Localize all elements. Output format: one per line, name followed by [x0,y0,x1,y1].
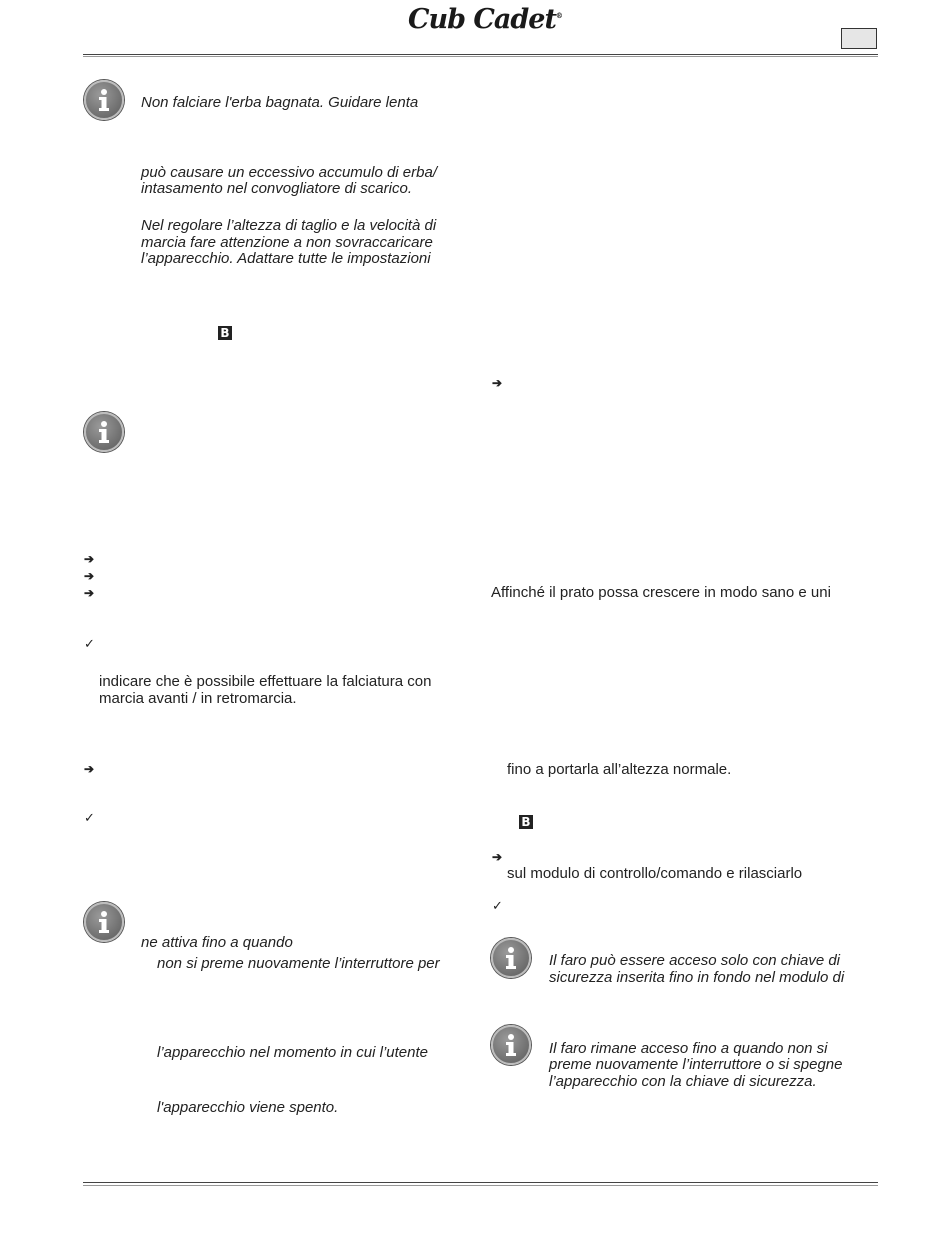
page-number-box [841,28,877,49]
check-bullet: ✓ [492,898,503,913]
arrow-bullet: ➔ [492,850,503,864]
info-icon [84,412,124,452]
note-active-line1: ne attiva fino a quando [141,934,293,951]
info-icon [491,1025,531,1065]
note-height-line3: l’apparecchio. Adattare tutte le impostazioni [141,250,431,267]
info-icon [84,80,124,120]
check-bullet: ✓ [84,810,95,825]
footer-rule [83,1182,878,1183]
check-bullet: ✓ [84,636,95,651]
arrow-bullet: ➔ [492,376,503,390]
note-height-line1: Nel regolare l’altezza di taglio e la velocità di [141,217,437,234]
mowing-direction-line1: indicare che è possibile effettuare la falciatura con [99,673,432,690]
figure-ref-b: B [218,326,232,340]
arrow-bullet: ➔ [84,762,95,776]
note-light-line1: Il faro può essere acceso solo con chiave di [549,952,840,969]
note-wet-grass: Non falciare l'erba bagnata. Guidare lenta [141,94,419,111]
footer-rule-thin [83,1185,878,1186]
info-icon [84,902,124,942]
note-height-line2: marcia fare attenzione a non sovraccaricare [141,234,433,251]
note-clog-line1: può causare un eccessivo accumulo di erba/ [141,164,438,181]
normal-height-line: fino a portarla all’altezza normale. [507,761,732,778]
note-light-line2: sicurezza inserita fino in fondo nel modulo di [549,969,845,986]
figure-ref-b: B [519,815,533,829]
note-user-line: l’apparecchio nel momento in cui l’utente [157,1044,428,1061]
note-active-line2: non si preme nuovamente l’interruttore per [157,955,440,972]
note-off-line: l'apparecchio viene spento. [157,1099,339,1116]
info-icon [491,938,531,978]
brand-mark: ® [555,11,562,20]
note-light-on-line1: Il faro rimane acceso fino a quando non si [549,1040,828,1057]
mowing-direction-line2: marcia avanti / in retromarcia. [99,690,297,707]
note-light-on-line2: preme nuovamente l’interruttore o si spegne [549,1056,843,1073]
lawn-health-line: Affinché il prato possa crescere in modo sano e uni [491,584,831,601]
header-rule [83,54,878,55]
arrow-bullet: ➔ [84,552,95,566]
arrow-bullet: ➔ [84,569,95,583]
header-rule-thin [83,56,878,57]
brand-name: Cub Cadet [408,4,556,35]
note-light-on-line3: l’apparecchio con la chiave di sicurezza. [549,1073,817,1090]
brand-logo [408,4,562,35]
note-clog-line2: intasamento nel convogliatore di scarico. [141,180,412,197]
arrow-bullet: ➔ [84,586,95,600]
control-module-line: sul modulo di controllo/comando e rilasciarlo [507,865,803,882]
